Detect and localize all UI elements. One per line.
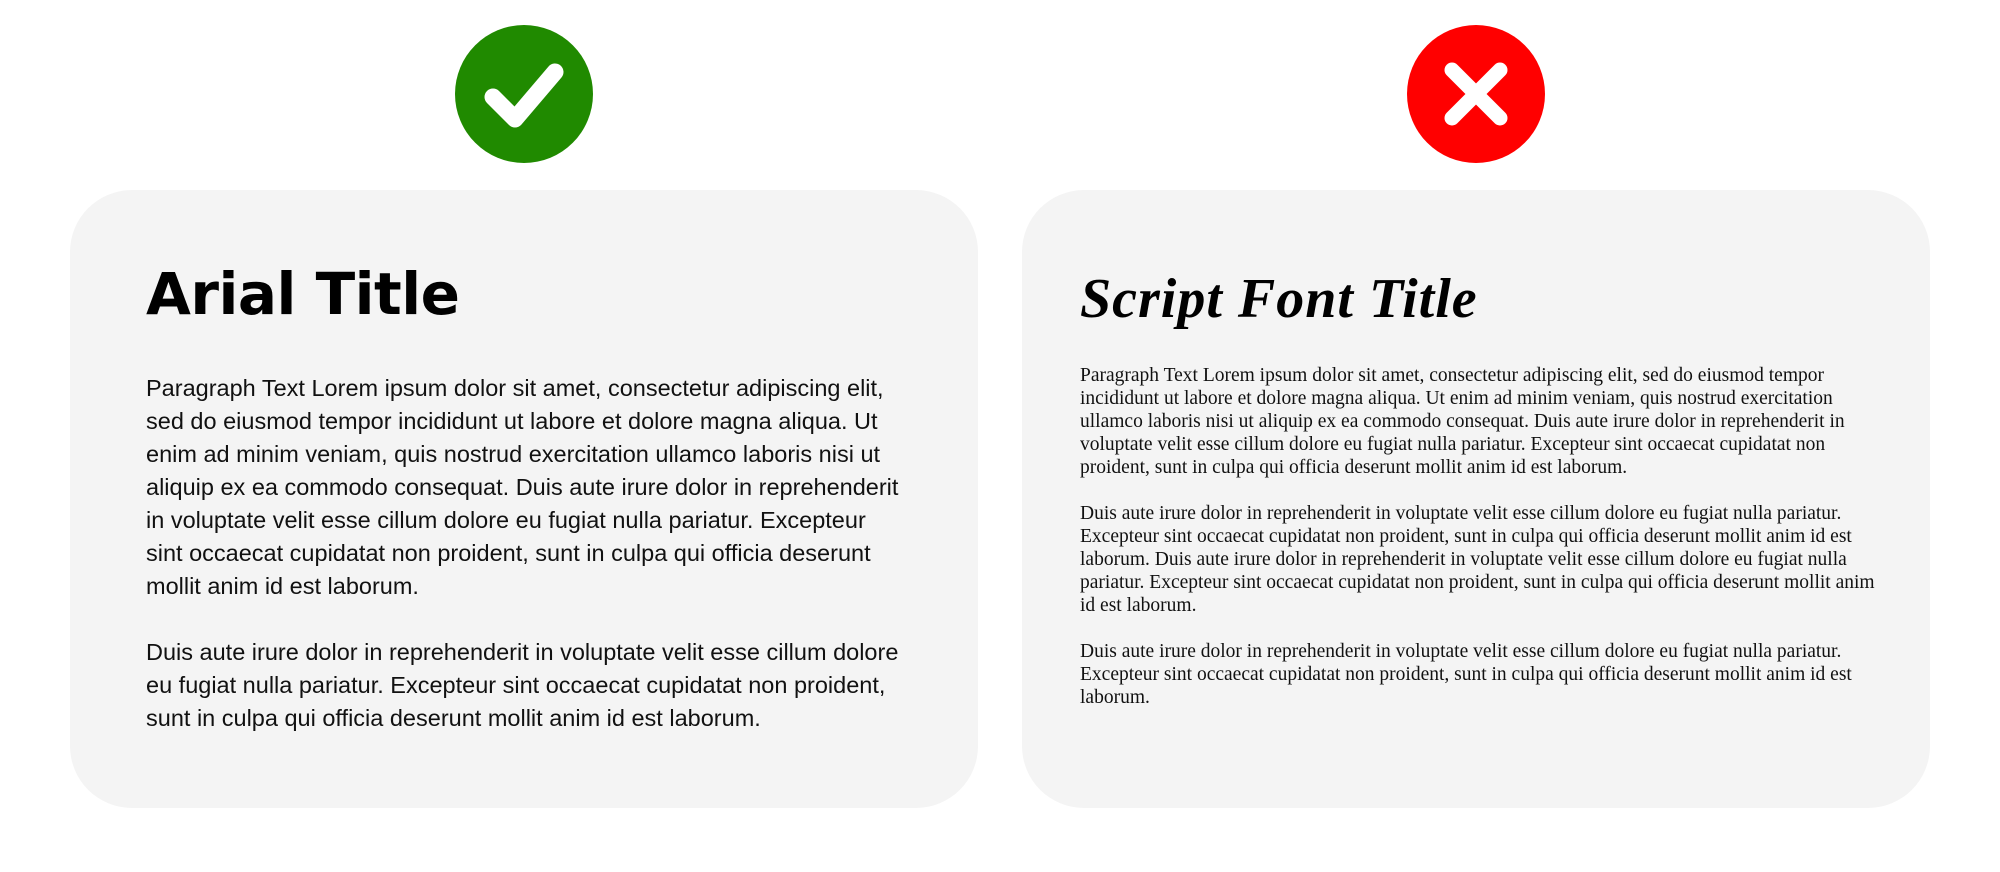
good-example-paragraph: Duis aute irure dolor in reprehenderit in voluptate velit esse cillum dolore eu fugiat nulla pariatur. Excepteur sint occaecat cupidatat non proident, sunt in culpa qui officia deserunt mollit anim id est laborum.	[146, 639, 899, 731]
checkmark-icon-circle	[455, 25, 593, 163]
x-mark-icon	[1407, 25, 1545, 163]
good-example-card	[70, 190, 978, 808]
x-mark-badge	[1407, 25, 1545, 163]
bad-example-paragraph: Duis aute irure dolor in reprehenderit in voluptate velit esse cillum dolore eu fugiat nulla pariatur. Excepteur sint occaecat cupidatat non proident, sunt in culpa qui officia deserunt mollit anim id est laborum.	[1080, 641, 1852, 708]
checkmark-badge	[455, 25, 593, 163]
bad-example-card	[1022, 190, 1930, 808]
bad-example-paragraph: Duis aute irure dolor in reprehenderit in voluptate velit esse cillum dolore eu fugiat nulla pariatur. Excepteur sint occaecat cupidatat non proident, sunt in culpa qui officia deserunt mollit anim id est laborum. Duis aute irure dolor in reprehenderit in voluptate velit esse cillum dolore eu fugiat nulla pariatur. Excepteur sint occaecat cupidatat non proident, sunt in culpa qui officia deserunt mollit anim id est laborum.	[1080, 503, 1875, 616]
good-example-paragraph: Paragraph Text Lorem ipsum dolor sit amet, consectetur adipiscing elit, sed do eiusmod tempor incididunt ut labore et dolore magna aliqua. Ut enim ad minim veniam, quis nostrud exercitation ullamco laboris nisi ut aliquip ex ea commodo consequat. Duis aute irure dolor in reprehenderit in voluptate velit esse cillum dolore eu fugiat nulla pariatur. Excepteur sint occaecat cupidatat non proident, sunt in culpa qui officia deserunt mollit anim id est laborum.	[146, 375, 899, 599]
good-example-title: Arial Title	[146, 260, 460, 328]
bad-example-title: Script Font Title	[1080, 268, 1478, 330]
bad-example-paragraph: Paragraph Text Lorem ipsum dolor sit amet, consectetur adipiscing elit, sed do eiusmod tempor incididunt ut labore et dolore magna aliqua. Ut enim ad minim veniam, quis nostrud exercitation ullamco laboris nisi ut aliquip ex ea commodo consequat. Duis aute irure dolor in reprehenderit in voluptate velit esse cillum dolore eu fugiat nulla pariatur. Excepteur sint occaecat cupidatat non proident, sunt in culpa qui officia deserunt mollit anim id est laborum.	[1080, 365, 1845, 478]
checkmark-icon	[455, 25, 593, 163]
